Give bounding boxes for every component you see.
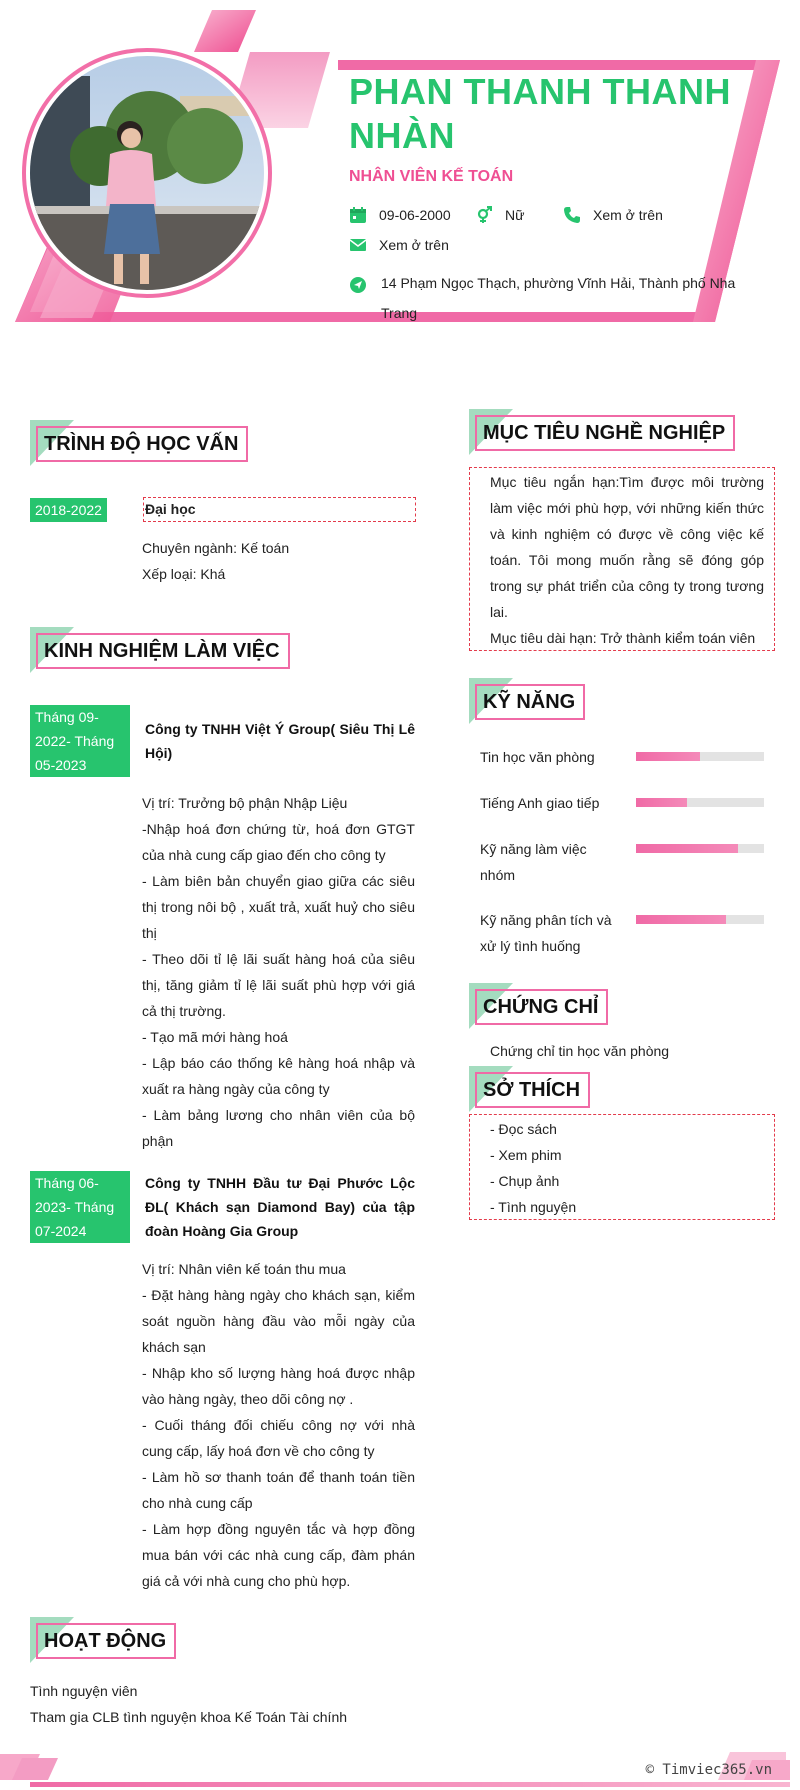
activities-title: HOẠT ĐỘNG: [36, 1623, 176, 1659]
job-period: Tháng 06-2023- Tháng 07-2024: [30, 1171, 130, 1243]
gender-value: Nữ: [505, 207, 525, 223]
job-line: - Làm biên bản chuyển giao giữa các siêu thị trong nôi bộ , xuất trả, xuất huỷ cho siêu thị: [142, 873, 415, 941]
skill-bar-fill: [636, 752, 700, 761]
job-line: - Làm hợp đồng nguyên tắc và hợp đồng mua bán với các nhà cung cấp, đàm phán giá cả với nhà cung cho phù hợp.: [142, 1521, 415, 1589]
hobby-item: - Tình nguyện: [490, 1199, 577, 1215]
job-line: - Lập báo cáo thống kê hàng hoá nhập và xuất ra hàng ngày của công ty: [142, 1055, 415, 1097]
career-goal-short: Mục tiêu ngắn hạn:Tìm được môi trường làm việc mới phù hợp, với những kiến thức và kinh nghiệm có được về công việc kế toán. Tôi mong muốn rằng sẽ đóng góp trong sự phát triển của công ty trong tương lai.: [490, 474, 764, 620]
profile-photo: [30, 56, 264, 290]
certificate-item: Chứng chỉ tin học văn phòng: [490, 1043, 670, 1059]
skill-bar-fill: [636, 915, 726, 924]
calendar-icon: [349, 206, 367, 224]
hobby-item: - Chụp ảnh: [490, 1173, 560, 1189]
job-line: - Làm bảng lương cho nhân viên của bộ phận: [142, 1107, 415, 1149]
email-info: [349, 236, 449, 254]
skill-name: Tin học văn phòng: [480, 749, 595, 765]
gender-info: [475, 206, 524, 224]
job-description: [142, 1256, 415, 1594]
job-line: -Nhập hoá đơn chứng từ, hoá đơn GTGT của nhà cung cấp giao đến cho công ty: [142, 821, 415, 863]
envelope-icon: [349, 236, 367, 254]
experience-title: KINH NGHIỆM LÀM VIỆC: [36, 633, 290, 669]
career-goal-title: MỤC TIÊU NGHỀ NGHIỆP: [475, 415, 735, 451]
activity-item: Tham gia CLB tình nguyện khoa Kế Toán Tài chính: [30, 1709, 348, 1725]
hobby-item: - Xem phim: [490, 1147, 562, 1163]
job-description: [142, 790, 415, 1154]
skill-name: Tiếng Anh giao tiếp: [480, 795, 600, 811]
job-line: Vị trí: Nhân viên kế toán thu mua: [142, 1261, 346, 1277]
education-period: 2018-2022: [30, 498, 107, 522]
hobbies-title: SỞ THÍCH: [475, 1072, 590, 1108]
job-line: Vị trí: Trưởng bộ phận Nhập Liệu: [142, 795, 348, 811]
birthday-info: [349, 206, 451, 224]
job-line: - Cuối tháng đối chiếu công nợ với nhà cung cấp, lấy hoá đơn về cho công ty: [142, 1417, 415, 1459]
activity-item: Tình nguyện viên: [30, 1683, 138, 1699]
job-line: - Làm hồ sơ thanh toán để thanh toán tiền cho nhà cung cấp: [142, 1469, 415, 1511]
hobby-item: - Đọc sách: [490, 1121, 557, 1137]
skill-name: Kỹ năng phân tích và xử lý tình huống: [480, 912, 612, 954]
skill-name: Kỹ năng làm việc nhóm: [480, 841, 587, 883]
job-line: - Đặt hàng hàng ngày cho khách sạn, kiểm soát nguồn hàng đầu vào mỗi ngày của khách sạn: [142, 1287, 415, 1355]
phone-icon: [563, 206, 581, 224]
cv-header: [0, 0, 800, 340]
birthday-value: 09-06-2000: [379, 207, 451, 223]
education-major: Chuyên ngành: Kế toán: [142, 540, 290, 556]
skill-bar: [636, 915, 764, 924]
location-icon: [349, 274, 367, 292]
skills-title: KỸ NĂNG: [475, 684, 585, 720]
job-line: - Nhập kho số lượng hàng hoá được nhập vào hàng ngày, theo dõi công nợ .: [142, 1365, 415, 1407]
skill-bar: [636, 752, 764, 761]
skill-bar-fill: [636, 798, 687, 807]
candidate-name: PHAN THANH THANH NHÀN: [349, 71, 731, 156]
education-title: TRÌNH ĐỘ HỌC VẤN: [36, 426, 248, 462]
gender-icon: [475, 206, 493, 224]
job-title: NHÂN VIÊN KẾ TOÁN: [349, 168, 514, 185]
footer-brand: © Timviec365.vn: [645, 1762, 772, 1778]
job-company: Công ty TNHH Đầu tư Đại Phước Lộc ĐL( Khách sạn Diamond Bay) của tập đoàn Hoàng Gia Group: [145, 1175, 415, 1239]
job-period: Tháng 09-2022- Tháng 05-2023: [30, 705, 130, 777]
job-company: Công ty TNHH Việt Ý Group( Siêu Thị Lê Hội): [145, 721, 415, 761]
certificates-title: CHỨNG CHỈ: [475, 989, 608, 1025]
job-line: - Theo dõi tỉ lệ lãi suất hàng hoá của siêu thị, tăng giảm tỉ lệ lãi suất phù hợp với giá cả thị trường.: [142, 951, 415, 1019]
job-line: - Tạo mã mới hàng hoá: [142, 1029, 288, 1045]
email-value: Xem ở trên: [379, 237, 449, 253]
address-value: 14 Phạm Ngọc Thạch, phường Vĩnh Hải, Thành phố Nha Trang: [381, 275, 736, 321]
phone-value: Xem ở trên: [593, 207, 663, 223]
address-info: [349, 268, 749, 328]
avatar: [22, 48, 272, 298]
skill-bar: [636, 844, 764, 853]
education-rank: Xếp loại: Khá: [142, 566, 226, 582]
career-goal-long: Mục tiêu dài hạn: Trở thành kiểm toán viên: [490, 630, 756, 646]
education-level: Đại học: [145, 501, 196, 517]
phone-info: [563, 206, 663, 224]
skill-bar-fill: [636, 844, 738, 853]
skill-bar: [636, 798, 764, 807]
